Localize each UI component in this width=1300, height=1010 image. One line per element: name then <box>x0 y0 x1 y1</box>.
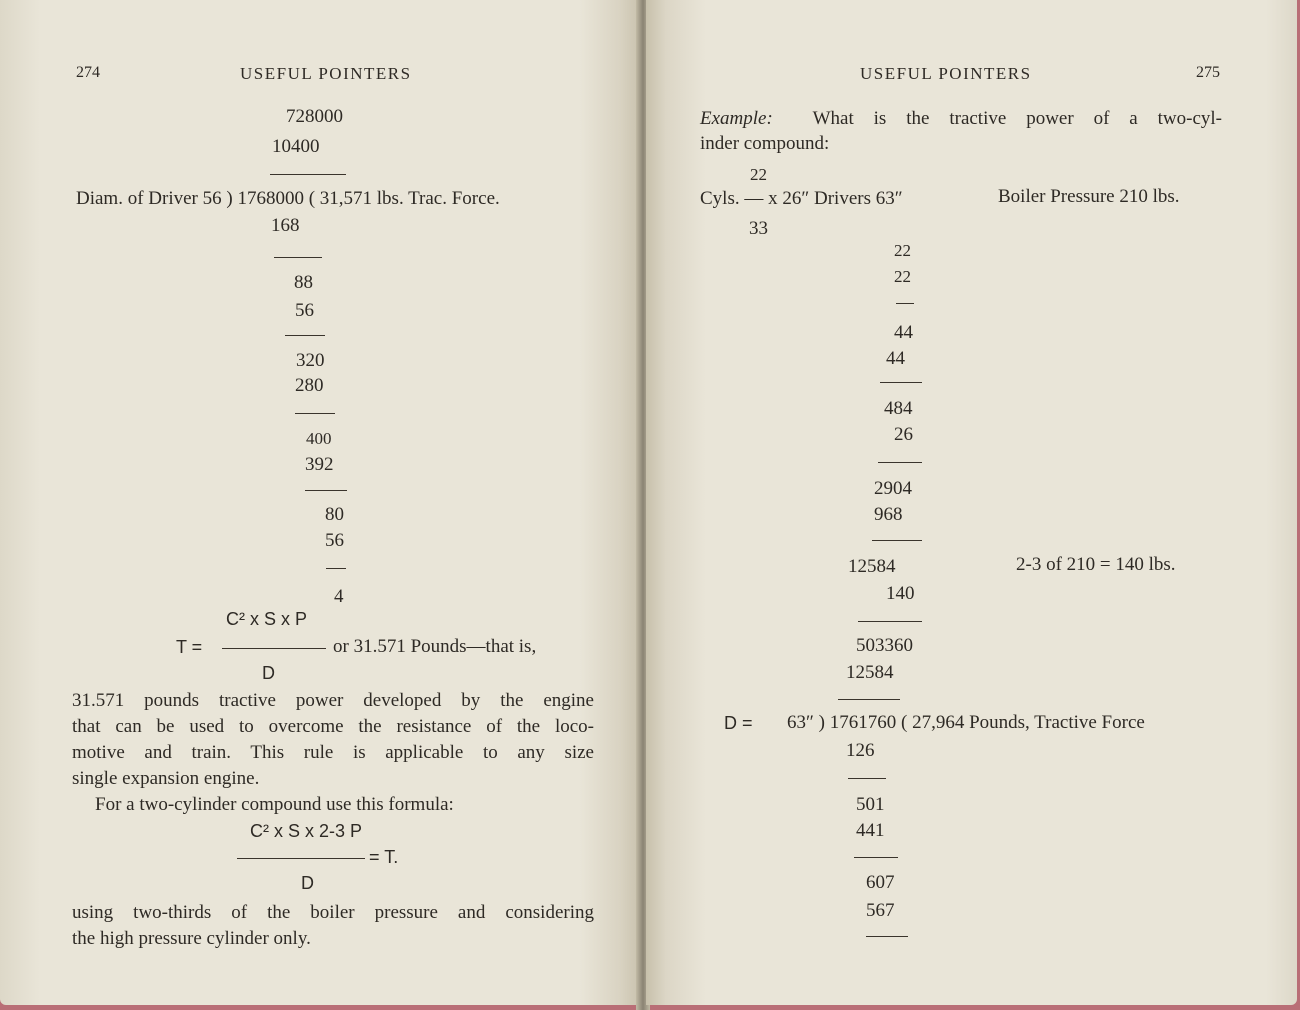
left-page <box>0 0 640 1005</box>
text-line: the high pressure cylinder only. <box>72 928 311 949</box>
calc-number: 503360 <box>856 635 913 656</box>
calc-number: 44 <box>886 348 905 369</box>
calc-number: 80 <box>325 504 344 525</box>
calc-number: 12584 <box>848 556 896 577</box>
formula-denominator: D <box>262 663 275 683</box>
calc-number: 126 <box>846 740 875 761</box>
d-label: D = <box>724 713 753 733</box>
calc-number: 56 <box>325 530 344 551</box>
two-thirds-pressure: 2-3 of 210 = 140 lbs. <box>1016 554 1176 575</box>
example-label: Example: <box>700 108 773 129</box>
calc-number: 44 <box>894 322 913 343</box>
calc-rule <box>295 413 335 414</box>
text-line: single expansion engine. <box>72 768 260 789</box>
calc-rule <box>270 174 346 175</box>
fraction-bar <box>222 648 326 649</box>
running-header: USEFUL POINTERS <box>240 64 412 83</box>
calc-rule <box>274 257 322 258</box>
calc-rule <box>838 699 900 700</box>
calc-number: 10400 <box>272 136 320 157</box>
page-number: 274 <box>76 64 100 81</box>
calc-number: 968 <box>874 504 903 525</box>
calc-number: 484 <box>884 398 913 419</box>
example-line <box>700 106 1222 132</box>
calc-number: 56 <box>295 300 314 321</box>
example-question-end: inder compound: <box>700 133 830 154</box>
calc-rule <box>854 857 898 858</box>
calc-number: 2904 <box>874 478 912 499</box>
division-line: 63″ ) 1761760 ( 27,964 Pounds, Tractive Force <box>787 712 1145 733</box>
formula-lhs: T = <box>176 637 203 657</box>
calc-rule <box>878 462 922 463</box>
calc-number: 22 <box>894 241 911 260</box>
paragraph-conclusion <box>72 900 594 952</box>
calc-rule <box>866 936 908 937</box>
calc-number: 501 <box>856 794 885 815</box>
formula-numerator: C² x S x P <box>226 609 308 629</box>
division-line: Diam. of Driver 56 ) 1768000 ( 31,571 lbs. Trac. Force. <box>76 188 500 209</box>
text-line: motive and train. This rule is applicable to any size <box>72 742 594 763</box>
paragraph-explanation <box>72 688 594 792</box>
calc-number: 4 <box>334 586 344 607</box>
right-page <box>646 0 1297 1005</box>
calc-rule <box>880 382 922 383</box>
text-line: that can be used to overcome the resistance of the loco- <box>72 716 594 737</box>
calc-number: 140 <box>886 583 915 604</box>
formula-rhs: = T. <box>369 847 399 867</box>
calc-number: 392 <box>305 454 334 475</box>
calc-number: 607 <box>866 872 895 893</box>
calc-rule <box>326 568 346 569</box>
calc-rule <box>285 335 325 336</box>
text-line: 31.571 pounds tractive power developed by the engine <box>72 690 594 711</box>
calc-number: 22 <box>894 267 911 286</box>
formula-rhs: or 31.571 Pounds—that is, <box>333 636 537 657</box>
calc-number: 12584 <box>846 662 894 683</box>
calc-number: 26 <box>894 424 913 445</box>
fraction-bar <box>237 858 365 859</box>
calc-number: 280 <box>295 375 324 396</box>
calc-number: 567 <box>866 900 895 921</box>
formula-numerator: C² x S x 2-3 P <box>250 821 363 841</box>
calc-rule <box>896 303 914 304</box>
page-number: 275 <box>1196 64 1220 81</box>
fraction-numerator: 22 <box>750 165 767 184</box>
calc-number: 728000 <box>286 106 343 127</box>
formula-intro: For a two-cylinder compound use this formula: <box>95 794 454 815</box>
example-question: What is the tractive power of a two-cyl- <box>812 108 1222 129</box>
calc-rule <box>858 621 922 622</box>
running-header: USEFUL POINTERS <box>860 64 1032 83</box>
calc-rule <box>872 540 922 541</box>
calc-number: 400 <box>306 429 332 448</box>
formula-denominator: D <box>301 873 314 893</box>
calc-rule <box>848 778 886 779</box>
calc-rule <box>305 490 347 491</box>
calc-number: 168 <box>271 215 300 236</box>
boiler-pressure: Boiler Pressure 210 lbs. <box>998 186 1180 207</box>
fraction-denominator: 33 <box>749 218 768 239</box>
calc-number: 441 <box>856 820 885 841</box>
cylinder-spec: Cyls. — x 26″ Drivers 63″ <box>700 188 903 209</box>
calc-number: 88 <box>294 272 313 293</box>
text-line: using two-thirds of the boiler pressure and considering <box>72 902 594 923</box>
calc-number: 320 <box>296 350 325 371</box>
